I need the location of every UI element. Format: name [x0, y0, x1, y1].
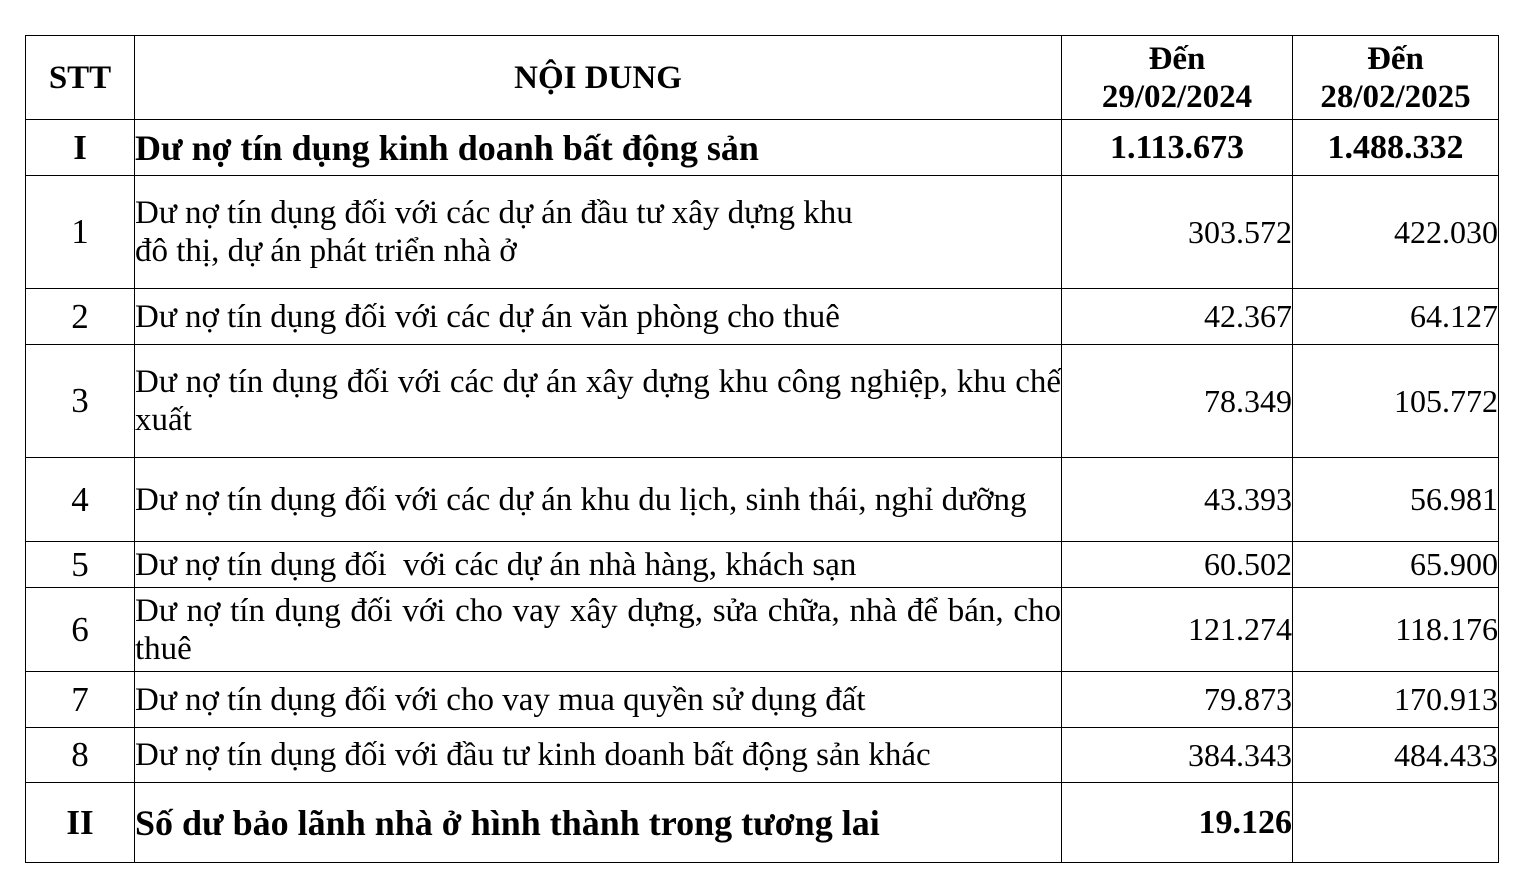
- row-value-2025: 170.913: [1293, 672, 1499, 728]
- row-value-2025: 65.900: [1293, 542, 1499, 588]
- table-row: [26, 588, 1499, 672]
- row-value-2024: 121.274: [1062, 588, 1293, 672]
- row-stt: 6: [26, 588, 135, 672]
- row-value-2025: 64.127: [1293, 289, 1499, 345]
- row-stt: 8: [26, 728, 135, 783]
- table-row: [26, 783, 1499, 863]
- row-value-2025: 422.030: [1293, 176, 1499, 289]
- table-row: [26, 289, 1499, 345]
- row-value-2024: 303.572: [1062, 176, 1293, 289]
- row-stt: 2: [26, 289, 135, 345]
- row-value-2024: 42.367: [1062, 289, 1293, 345]
- row-content-line2: đô thị, dự án phát triển nhà ở: [135, 233, 517, 269]
- row-stt: 1: [26, 176, 135, 289]
- row-stt: 5: [26, 542, 135, 588]
- header-content: NỘI DUNG: [135, 36, 1062, 120]
- table-row: [26, 176, 1499, 289]
- row-content: Dư nợ tín dụng đối với cho vay xây dựng, sửa chữa, nhà để bán, cho thuê: [135, 588, 1062, 672]
- credit-table: [25, 35, 1499, 863]
- table-row: [26, 672, 1499, 728]
- table-row: [26, 542, 1499, 588]
- row-content: Dư nợ tín dụng đối với các dự án khu du lịch, sinh thái, nghỉ dưỡng: [135, 458, 1062, 542]
- table-header-row: [26, 36, 1499, 120]
- row-stt: 4: [26, 458, 135, 542]
- header-stt: STT: [26, 36, 135, 120]
- row-value-2024: 1.113.673: [1062, 120, 1293, 176]
- header-period-2024-line1: Đến: [1148, 40, 1206, 77]
- row-content: Số dư bảo lãnh nhà ở hình thành trong tương lai: [135, 783, 1062, 863]
- row-content: Dư nợ tín dụng đối với cho vay mua quyền sử dụng đất: [135, 672, 1062, 728]
- row-value-2025: 105.772: [1293, 345, 1499, 458]
- row-content: Dư nợ tín dụng kinh doanh bất động sản: [135, 120, 1062, 176]
- table-row: [26, 728, 1499, 783]
- row-value-2025: 118.176: [1293, 588, 1499, 672]
- row-value-2025: 56.981: [1293, 458, 1499, 542]
- row-content: Dư nợ tín dụng đối với các dự án xây dựng khu công nghiệp, khu chế xuất: [135, 345, 1062, 458]
- table-row: [26, 345, 1499, 458]
- row-value-2024: 19.126: [1062, 783, 1293, 863]
- header-period-2025-line2: 28/02/2025: [1320, 78, 1471, 115]
- table-row: [26, 458, 1499, 542]
- row-stt: 3: [26, 345, 135, 458]
- header-period-2025-line1: Đến: [1367, 40, 1424, 77]
- row-stt: II: [26, 783, 135, 863]
- row-value-2024: 78.349: [1062, 345, 1293, 458]
- header-period-2024-line2: 29/02/2024: [1101, 78, 1253, 115]
- row-value-2024: 60.502: [1062, 542, 1293, 588]
- header-period-2024: [1062, 36, 1293, 120]
- table-row: [26, 120, 1499, 176]
- row-stt: 7: [26, 672, 135, 728]
- row-content: [135, 176, 1062, 289]
- row-value-2024: 384.343: [1062, 728, 1293, 783]
- row-content: Dư nợ tín dụng đối với các dự án nhà hàng, khách sạn: [135, 542, 1062, 588]
- row-stt: I: [26, 120, 135, 176]
- row-value-2024: 79.873: [1062, 672, 1293, 728]
- row-value-2025: 1.488.332: [1293, 120, 1499, 176]
- header-period-2025: [1293, 36, 1499, 120]
- row-content: Dư nợ tín dụng đối với các dự án văn phòng cho thuê: [135, 289, 1062, 345]
- row-content-line1: Dư nợ tín dụng đối với các dự án đầu tư xây dựng khu: [135, 195, 853, 231]
- row-value-2024: 43.393: [1062, 458, 1293, 542]
- row-value-2025: [1293, 783, 1499, 863]
- row-value-2025: 484.433: [1293, 728, 1499, 783]
- row-content: Dư nợ tín dụng đối với đầu tư kinh doanh bất động sản khác: [135, 728, 1062, 783]
